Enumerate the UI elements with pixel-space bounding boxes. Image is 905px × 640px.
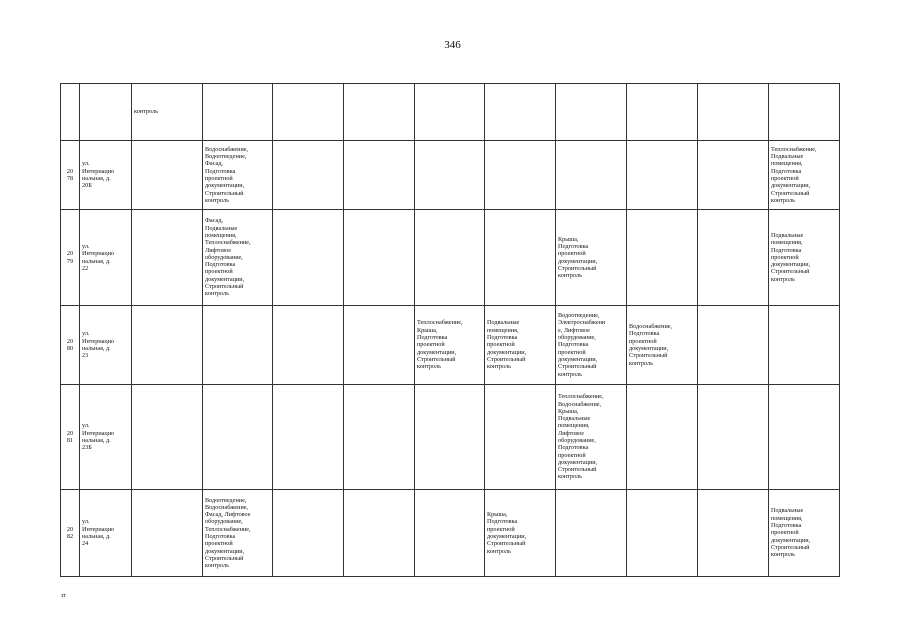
row-address (80, 306, 132, 385)
cell-continuation (132, 84, 203, 141)
work-cell (132, 210, 203, 306)
work-cell (203, 385, 273, 490)
work-cell (415, 141, 485, 210)
work-text: Крыша, Подготовка проектной документации, Строительный контроль (487, 511, 527, 555)
work-text: Подвальные помещения, Подготовка проектной документации, Строительный контроль (487, 319, 527, 371)
table-row (61, 385, 840, 490)
work-cell (556, 210, 627, 306)
work-cell (556, 306, 627, 385)
work-cell (132, 490, 203, 577)
row-number-text: 20 82 (66, 525, 74, 540)
cell (203, 84, 273, 141)
work-cell (698, 141, 769, 210)
table-row (61, 141, 840, 210)
work-cell (415, 306, 485, 385)
work-cell (132, 385, 203, 490)
address-text: ул. Интернацио нальная, д. 24 (82, 518, 115, 548)
work-cell (344, 490, 415, 577)
work-cell (627, 385, 698, 490)
work-cell (344, 141, 415, 210)
work-cell (556, 490, 627, 577)
work-text: Фасад, Подвальные помещения, Теплоснабжение, Лифтовое оборудование, Подготовка проектной документации, Строительный контроль (205, 217, 251, 298)
work-cell (556, 141, 627, 210)
work-text: Подвальные помещения, Подготовка проектной документации, Строительный контроль (771, 231, 811, 283)
work-cell (273, 210, 344, 306)
work-cell (132, 141, 203, 210)
work-text: Водоотведение, Водоснабжение, Фасад, Лифтовое оборудование, Теплоснабжение, Подготовка проектной документации, Строительный контроль (205, 496, 251, 570)
work-cell (203, 490, 273, 577)
work-cell (485, 141, 556, 210)
address-text: ул. Интернацио нальная, д. 20Б (82, 160, 115, 190)
work-cell (769, 210, 840, 306)
cell (273, 84, 344, 141)
work-cell (556, 385, 627, 490)
work-text: Крыша, Подготовка проектной документации, Строительный контроль (558, 235, 598, 280)
work-cell (698, 490, 769, 577)
page-number: 346 (444, 39, 461, 51)
work-cell (627, 490, 698, 577)
table-body (61, 84, 840, 577)
cell (698, 84, 769, 141)
table-row (61, 306, 840, 385)
cell (485, 84, 556, 141)
row-number (61, 490, 80, 577)
works-table (60, 83, 840, 577)
row-number-text: 20 80 (66, 337, 74, 352)
table-row-continuation (61, 84, 840, 141)
row-address (80, 210, 132, 306)
cell (556, 84, 627, 141)
cell (61, 84, 80, 141)
work-cell (698, 306, 769, 385)
work-cell (132, 306, 203, 385)
table-row (61, 210, 840, 306)
row-address (80, 490, 132, 577)
row-number (61, 210, 80, 306)
work-cell (485, 490, 556, 577)
work-cell (273, 385, 344, 490)
work-text: Теплоснабжение, Подвальные помещения, Подготовка проектной документации, Строительный контроль (771, 145, 817, 204)
work-text: Водоснабжение, Водоотведение, Фасад, Подготовка проектной документации, Строительный контроль (205, 145, 249, 204)
cell (80, 84, 132, 141)
cell (769, 84, 840, 141)
work-cell (698, 385, 769, 490)
table-row (61, 490, 840, 577)
work-cell (415, 385, 485, 490)
work-cell (203, 306, 273, 385)
work-text: Теплоснабжение, Водоснабжение, Крыша, Подвальные помещения, Лифтовое оборудование, Подготовка проектной документации, Строительный контроль (558, 393, 604, 481)
cell (627, 84, 698, 141)
work-cell (769, 385, 840, 490)
work-cell (273, 490, 344, 577)
row-number-text: 20 81 (66, 429, 74, 444)
work-cell (485, 306, 556, 385)
address-text: ул. Интернацио нальная, д. 23Б (82, 422, 115, 452)
row-number (61, 141, 80, 210)
work-cell (627, 306, 698, 385)
work-cell (203, 210, 273, 306)
row-address (80, 141, 132, 210)
work-cell (627, 210, 698, 306)
address-text: ул. Интернацио нальная, д. 23 (82, 330, 115, 360)
row-number (61, 306, 80, 385)
work-cell (344, 306, 415, 385)
footer-mark: зт (61, 593, 66, 599)
work-cell (273, 306, 344, 385)
work-cell (769, 141, 840, 210)
work-cell (415, 210, 485, 306)
work-cell (769, 490, 840, 577)
work-text: Теплоснабжение, Крыша, Подготовка проектной документации, Строительный контроль (417, 319, 463, 371)
work-cell (273, 141, 344, 210)
work-text: Водоотведение, Электроснабжени е, Лифтовое оборудование, Подготовка проектной документации, Строительный контроль (558, 312, 606, 378)
work-cell (344, 210, 415, 306)
work-cell (203, 141, 273, 210)
row-number-text: 20 78 (66, 167, 74, 182)
row-number (61, 385, 80, 490)
work-cell (415, 490, 485, 577)
work-cell (627, 141, 698, 210)
cell (344, 84, 415, 141)
work-text: Водоснабжение, Подготовка проектной документации, Строительный контроль (629, 323, 673, 367)
work-cell (769, 306, 840, 385)
address-text: ул. Интернацио нальная, д. 22 (82, 242, 115, 272)
work-cell (485, 210, 556, 306)
work-cell (485, 385, 556, 490)
work-text: Подвальные помещения, Подготовка проектной документации, Строительный контроль (771, 507, 811, 559)
work-cell (344, 385, 415, 490)
cell (415, 84, 485, 141)
row-address (80, 385, 132, 490)
work-cell (698, 210, 769, 306)
continuation-text: контроль (134, 108, 158, 116)
row-number-text: 20 79 (66, 250, 74, 265)
